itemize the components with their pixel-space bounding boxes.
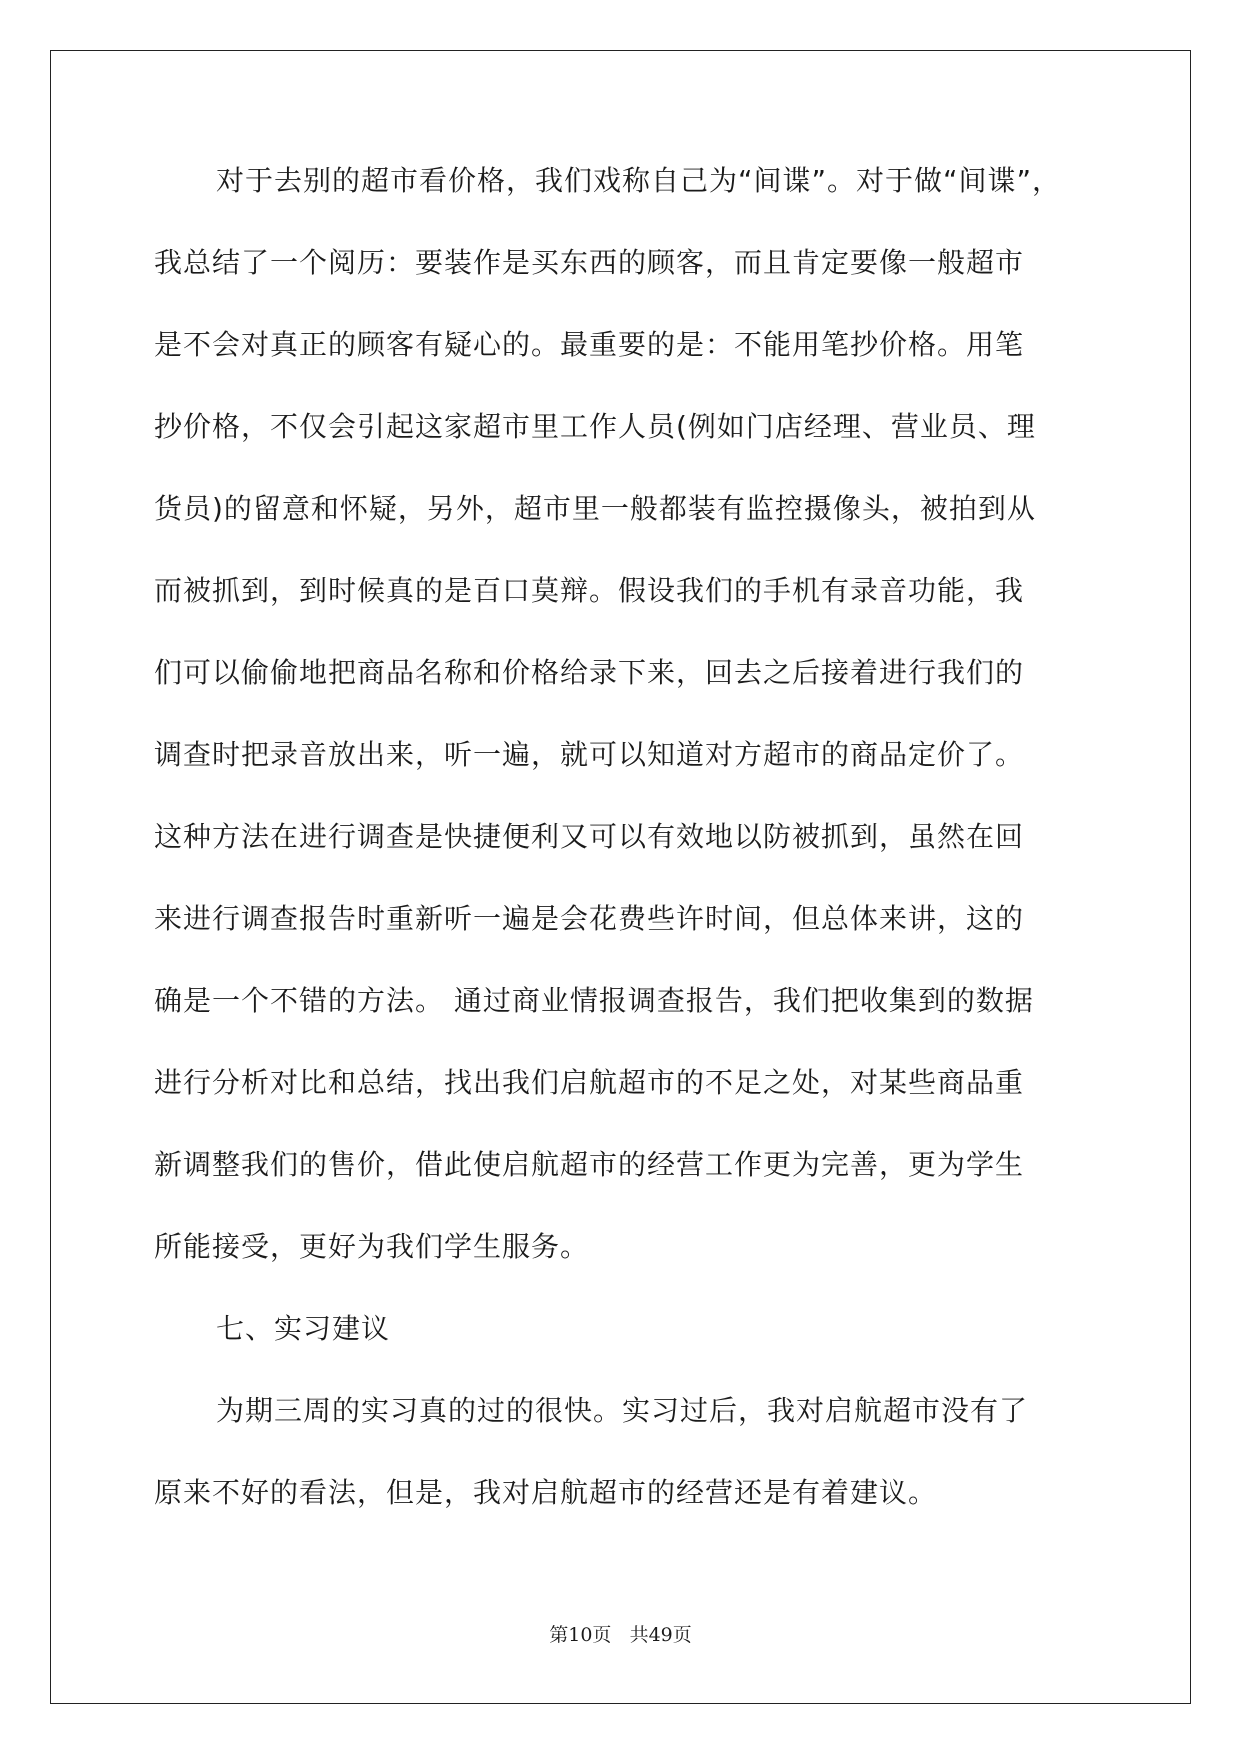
page-total: 共49页 xyxy=(629,1624,692,1646)
paragraph-line: 们可以偷偷地把商品名称和价格给录下来，回去之后接着进行我们的 xyxy=(154,656,1025,689)
paragraph-line: 调查时把录音放出来，听一遍，就可以知道对方超市的商品定价了。 xyxy=(154,738,1025,771)
paragraph-line: 来进行调查报告时重新听一遍是会花费些许时间，但总体来讲，这的 xyxy=(154,902,1025,935)
paragraph-line: 而被抓到，到时候真的是百口莫辩。假设我们的手机有录音功能，我 xyxy=(154,574,1025,607)
paragraph-line: 这种方法在进行调查是快捷便利又可以有效地以防被抓到，虽然在回 xyxy=(154,820,1025,853)
paragraph-line: 货员)的留意和怀疑，另外，超市里一般都装有监控摄像头，被拍到从 xyxy=(154,492,1036,525)
paragraph-line: 原来不好的看法，但是，我对启航超市的经营还是有着建议。 xyxy=(154,1476,938,1509)
page-number: 第10页 xyxy=(549,1624,612,1646)
paragraph-line: 我总结了一个阅历：要装作是买东西的顾客，而且肯定要像一般超市 xyxy=(154,246,1025,279)
paragraph-line: 确是一个不错的方法。 通过商业情报调查报告，我们把收集到的数据 xyxy=(154,984,1034,1017)
document-body xyxy=(154,140,1089,1534)
paragraph-line: 进行分析对比和总结，找出我们启航超市的不足之处，对某些商品重 xyxy=(154,1066,1025,1099)
paragraph-line: 新调整我们的售价，借此使启航超市的经营工作更为完善，更为学生 xyxy=(154,1148,1025,1181)
section-heading: 七、实习建议 xyxy=(216,1312,391,1345)
paragraph-line: 是不会对真正的顾客有疑心的。最重要的是：不能用笔抄价格。用笔 xyxy=(154,328,1025,361)
paragraph-line: 对于去别的超市看价格，我们戏称自己为“间谍”。对于做“间谍”， xyxy=(216,164,1062,197)
paragraph-line: 所能接受，更好为我们学生服务。 xyxy=(154,1230,590,1263)
paragraph-line: 抄价格，不仅会引起这家超市里工作人员(例如门店经理、营业员、理 xyxy=(154,410,1036,443)
paragraph-line: 为期三周的实习真的过的很快。实习过后，我对启航超市没有了 xyxy=(216,1394,1029,1427)
page-footer xyxy=(0,1620,1241,1647)
